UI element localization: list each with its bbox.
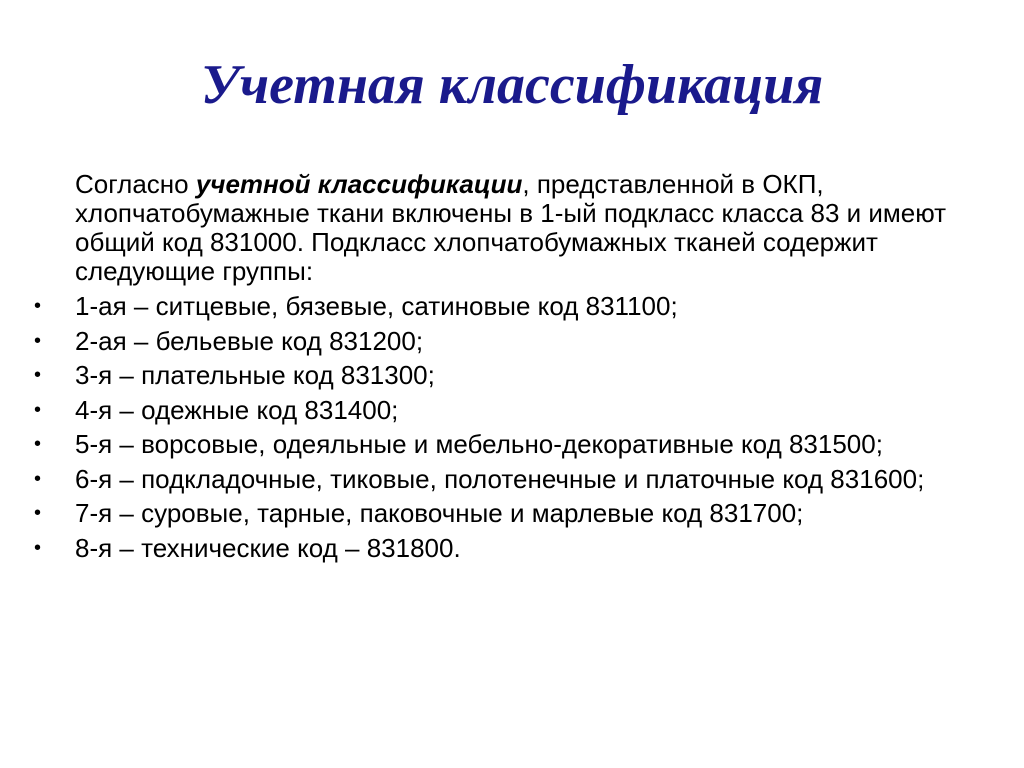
bullet-icon: • <box>34 398 42 421</box>
list-item <box>34 430 984 459</box>
list-item <box>34 361 984 390</box>
list-item-text: 6-я – подкладочные, тиковые, полотенечные и платочные код 831600; <box>75 463 925 494</box>
list-item <box>34 292 984 321</box>
list-item <box>34 465 984 494</box>
list-item-text: 5-я – ворсовые, одеяльные и мебельно-декоративные код 831500; <box>75 429 883 459</box>
list-item <box>34 499 984 528</box>
bullet-icon: • <box>34 295 42 317</box>
bullet-icon: • <box>34 467 42 490</box>
bullet-icon: • <box>34 502 42 524</box>
intro-emphasis: учетной классификации <box>195 169 523 199</box>
intro-paragraph <box>75 170 984 286</box>
list-item <box>34 327 984 356</box>
group-list <box>34 292 984 563</box>
list-item-text: 7-я – суровые, тарные, паковочные и марлевые код 831700; <box>75 498 804 528</box>
list-item <box>34 396 984 425</box>
slide-body <box>34 170 984 568</box>
intro-text-after: , представленной в ОКП, хлопчатобумажные ткани включены в 1-ый подкласс класса 83 и имеют общий код 831000. Подкласс хлопчатобумажных тканей содержит следующие группы: <box>75 169 947 286</box>
list-item <box>34 534 984 563</box>
list-item-text: 4-я – одежные код 831400; <box>75 394 399 425</box>
bullet-icon: • <box>34 364 42 386</box>
list-item-text: 8-я – технические код – 831800. <box>75 532 461 563</box>
list-item-text: 1-ая – ситцевые, бязевые, сатиновые код 831100; <box>75 291 678 321</box>
bullet-icon: • <box>34 536 42 559</box>
list-item-text: 3-я – плательные код 831300; <box>75 360 435 390</box>
intro-text-before: Согласно <box>75 169 196 199</box>
bullet-icon: • <box>34 329 42 352</box>
list-item-text: 2-ая – бельевые код 831200; <box>75 325 424 356</box>
slide-title: Учетная классификация <box>200 54 824 116</box>
bullet-icon: • <box>34 433 42 455</box>
